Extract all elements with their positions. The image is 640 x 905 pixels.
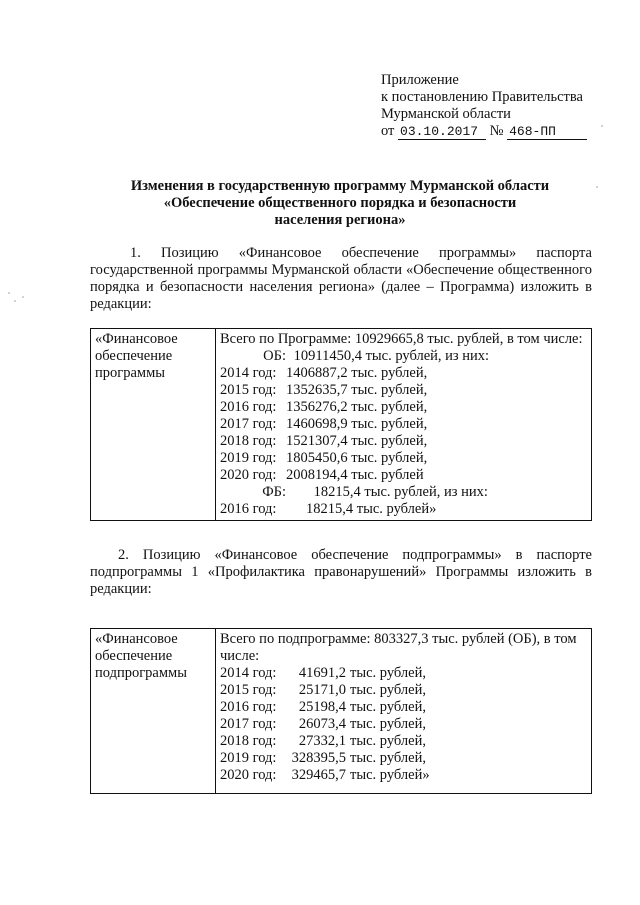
year-value: 25171,0 — [298, 682, 346, 698]
table-row — [91, 329, 592, 521]
paragraph-2: 2. Позицию «Финансовое обеспечение подпрограммы» в паспорте подпрограммы 1 «Профилактика правонарушений» Программы изложить в редакции: — [90, 547, 592, 597]
number-label: № — [489, 123, 504, 139]
year-label: 2016 год: — [220, 501, 277, 517]
title-line-1: Изменения в государственную программу Мурманской области — [130, 178, 550, 194]
year-row — [220, 665, 587, 682]
from-label: от — [381, 123, 395, 139]
year-unit: тыс. рублей, — [350, 733, 426, 749]
resolution-number: 468-ПП — [507, 125, 587, 140]
subprogram-financing-content — [216, 629, 592, 794]
ob-value: 10911450,4 тыс. рублей, из них: — [293, 348, 490, 364]
ob-year-row — [220, 467, 587, 484]
ob-row — [220, 348, 587, 365]
appendix-header — [381, 72, 587, 140]
year-label: 2014 год: — [220, 665, 277, 681]
fb-value: 18215,4 тыс. рублей, из них: — [313, 484, 488, 500]
year-value: 328395,5 — [291, 750, 346, 766]
year-value: 1521307,4 тыс. рублей, — [286, 433, 428, 449]
subprogram-total: Всего по подпрограмме: 803327,3 тыс. рублей (ОБ), в том числе: — [220, 631, 577, 664]
year-label: 2019 год: — [220, 750, 277, 766]
year-row — [220, 716, 587, 733]
year-value: 41691,2 — [298, 665, 346, 681]
appendix-line-1: Приложение — [381, 72, 459, 88]
year-value: 1460698,9 тыс. рублей, — [286, 416, 428, 432]
scan-speck — [601, 125, 603, 127]
title-line-2: «Обеспечение общественного порядка и безопасности — [163, 195, 517, 211]
scan-speck — [22, 296, 24, 298]
program-total: Всего по Программе: 10929665,8 тыс. рублей, в том числе: — [220, 331, 583, 347]
fb-row — [220, 484, 587, 501]
year-unit: тыс. рублей, — [350, 699, 426, 715]
year-unit: тыс. рублей, — [350, 665, 426, 681]
scan-speck — [596, 186, 598, 188]
year-label: 2017 год: — [220, 716, 277, 732]
year-value: 2008194,4 тыс. рублей — [286, 467, 424, 483]
ob-year-row — [220, 399, 587, 416]
year-unit: тыс. рублей, — [350, 750, 426, 766]
program-financing-table — [90, 328, 592, 521]
year-label: 2019 год: — [220, 450, 277, 466]
fb-label: ФБ: — [262, 484, 286, 500]
ob-year-row — [220, 416, 587, 433]
scan-speck — [8, 292, 10, 294]
year-row — [220, 733, 587, 750]
year-row — [220, 699, 587, 716]
year-label: 2015 год: — [220, 682, 277, 698]
year-unit: тыс. рублей» — [350, 767, 430, 783]
year-value: 18215,4 тыс. рублей» — [306, 501, 437, 517]
year-label: 2020 год: — [220, 467, 277, 483]
document-title — [90, 178, 590, 229]
program-financing-label: «Финансовое обеспечение программы — [91, 329, 216, 521]
year-value: 26073,4 — [298, 716, 346, 732]
ob-label: ОБ: — [263, 348, 286, 364]
year-label: 2018 год: — [220, 433, 277, 449]
table-row — [91, 629, 592, 794]
year-row — [220, 682, 587, 699]
year-label: 2016 год: — [220, 699, 277, 715]
resolution-date: 03.10.2017 — [398, 125, 486, 140]
ob-year-row — [220, 433, 587, 450]
fb-year-row — [220, 501, 587, 518]
year-label: 2015 год: — [220, 382, 277, 398]
year-value: 1352635,7 тыс. рублей, — [286, 382, 428, 398]
year-label: 2017 год: — [220, 416, 277, 432]
year-label: 2020 год: — [220, 767, 277, 783]
year-value: 1356276,2 тыс. рублей, — [286, 399, 428, 415]
year-label: 2018 год: — [220, 733, 277, 749]
year-unit: тыс. рублей, — [350, 716, 426, 732]
year-value: 27332,1 — [298, 733, 346, 749]
year-label: 2014 год: — [220, 365, 277, 381]
ob-year-row — [220, 365, 587, 382]
appendix-line-3: Мурманской области — [381, 106, 511, 122]
subprogram-financing-label: «Финансовое обеспечение подпрограммы — [91, 629, 216, 794]
appendix-line-2: к постановлению Правительства — [381, 89, 583, 105]
appendix-date-line — [381, 123, 587, 140]
year-value: 329465,7 — [291, 767, 346, 783]
subprogram-financing-table — [90, 628, 592, 794]
program-financing-content — [216, 329, 592, 521]
year-value: 1406887,2 тыс. рублей, — [286, 365, 428, 381]
ob-year-row — [220, 382, 587, 399]
year-label: 2016 год: — [220, 399, 277, 415]
year-row — [220, 767, 587, 784]
year-value: 1805450,6 тыс. рублей, — [286, 450, 428, 466]
year-unit: тыс. рублей, — [350, 682, 426, 698]
ob-year-row — [220, 450, 587, 467]
year-value: 25198,4 — [298, 699, 346, 715]
year-row — [220, 750, 587, 767]
paragraph-1: 1. Позицию «Финансовое обеспечение программы» паспорта государственной программы Мурманской области «Обеспечение общественного порядка и безопасности населения региона» (далее – Программа) изложить в редакции: — [90, 245, 592, 312]
scan-speck — [14, 300, 16, 302]
title-line-3: населения региона» — [274, 212, 406, 228]
